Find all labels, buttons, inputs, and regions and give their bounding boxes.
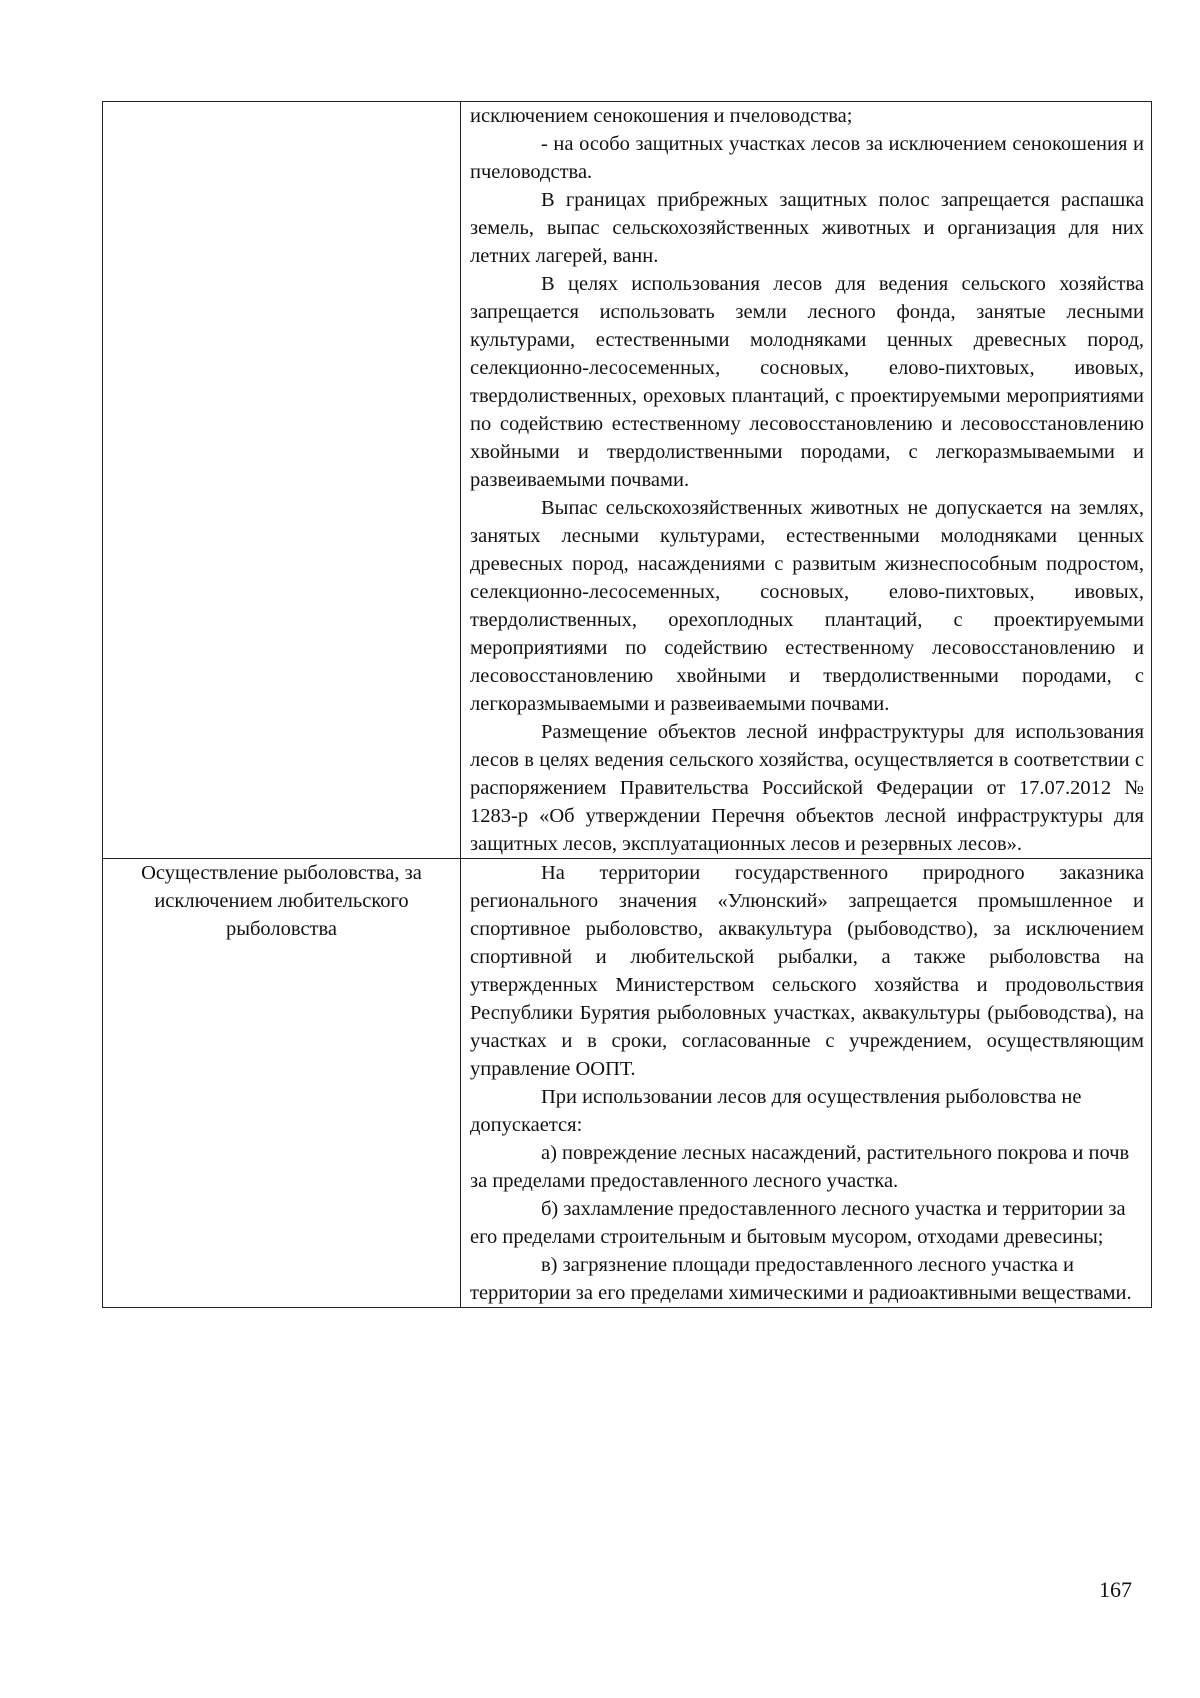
activity-cell (103, 102, 461, 859)
paragraph: б) захламление предоставленного лесного участка и территории за его пределами строительным и бытовым мусором, отходами древесины; (470, 1198, 1126, 1248)
paragraph: При использовании лесов для осуществления рыболовства не допускается: (470, 1086, 1082, 1136)
paragraph: а) повреждение лесных насаждений, растительного покрова и почв за пределами предоставленного лесного участка. (470, 1142, 1130, 1192)
restrictions-text (461, 859, 1151, 1307)
restrictions-text (461, 102, 1151, 858)
paragraph: В границах прибрежных защитных полос запрещается распашка земель, выпас сельскохозяйственных животных и организация для них летних лагерей, ванн. (470, 189, 1144, 267)
restrictions-cell (461, 102, 1152, 859)
paragraph: Выпас сельскохозяйственных животных не допускается на землях, занятых лесными культурами, естественными молодняками ценных древесных пород, насаждениями с развитым жизнеспособным подростом, селекционно-лесосеменных, сосновых, елово-пихтовых, ивовых, твердолиственных, орехоплодных плантаций, с проектируемыми мероприятиями по содействию естественному лесовосстановлению и лесовосстановлению хвойными и твердолиственными породами, с легкоразмываемыми и развеиваемыми почвами. (470, 497, 1144, 715)
page-number: 167 (1099, 1577, 1132, 1602)
paragraph: исключением сенокошения и пчеловодства; (470, 105, 853, 127)
paragraph: Размещение объектов лесной инфраструктуры для использования лесов в целях ведения сельского хозяйства, осуществляется в соответствии с распоряжением Правительства Российской Федерации от 17.07.2012 № 1283-р «Об утверждении Перечня объектов лесной инфраструктуры для защитных лесов, эксплуатационных лесов и резервных лесов». (470, 721, 1144, 855)
restrictions-cell (461, 859, 1152, 1308)
activity-cell (103, 859, 461, 1308)
paragraph: в) загрязнение площади предоставленного лесного участка и территории за его пределами химическими и радиоактивными веществами. (470, 1254, 1132, 1304)
regulations-table (102, 101, 1152, 1308)
table-row (103, 859, 1152, 1308)
activity-label: Осуществление рыболовства, за исключением любительского рыболовства (141, 862, 422, 940)
paragraph: На территории государственного природного заказника регионального значения «Улюнский» запрещается промышленное и спортивное рыболовство, аквакультура (рыбоводство), за исключением спортивной и любительской рыбалки, а также рыболовства на утвержденных Министерством сельского хозяйства и продовольствия Республики Бурятия рыболовных участках, аквакультуры (рыбоводства), на участках и в сроки, согласованные с учреждением, осуществляющим управление ООПТ. (470, 862, 1144, 1080)
table-row (103, 102, 1152, 859)
paragraph: В целях использования лесов для ведения сельского хозяйства запрещается использовать земли лесного фонда, занятые лесными культурами, естественными молодняками ценных древесных пород, селекционно-лесосеменных, сосновых, елово-пихтовых, ивовых, твердолиственных, ореховых плантаций, с проектируемыми мероприятиями по содействию естественному лесовосстановлению и лесовосстановлению хвойными и твердолиственными породами, с легкоразмываемыми и развеиваемыми почвами. (470, 273, 1144, 491)
paragraph: - на особо защитных участках лесов за исключением сенокошения и пчеловодства. (470, 133, 1144, 183)
